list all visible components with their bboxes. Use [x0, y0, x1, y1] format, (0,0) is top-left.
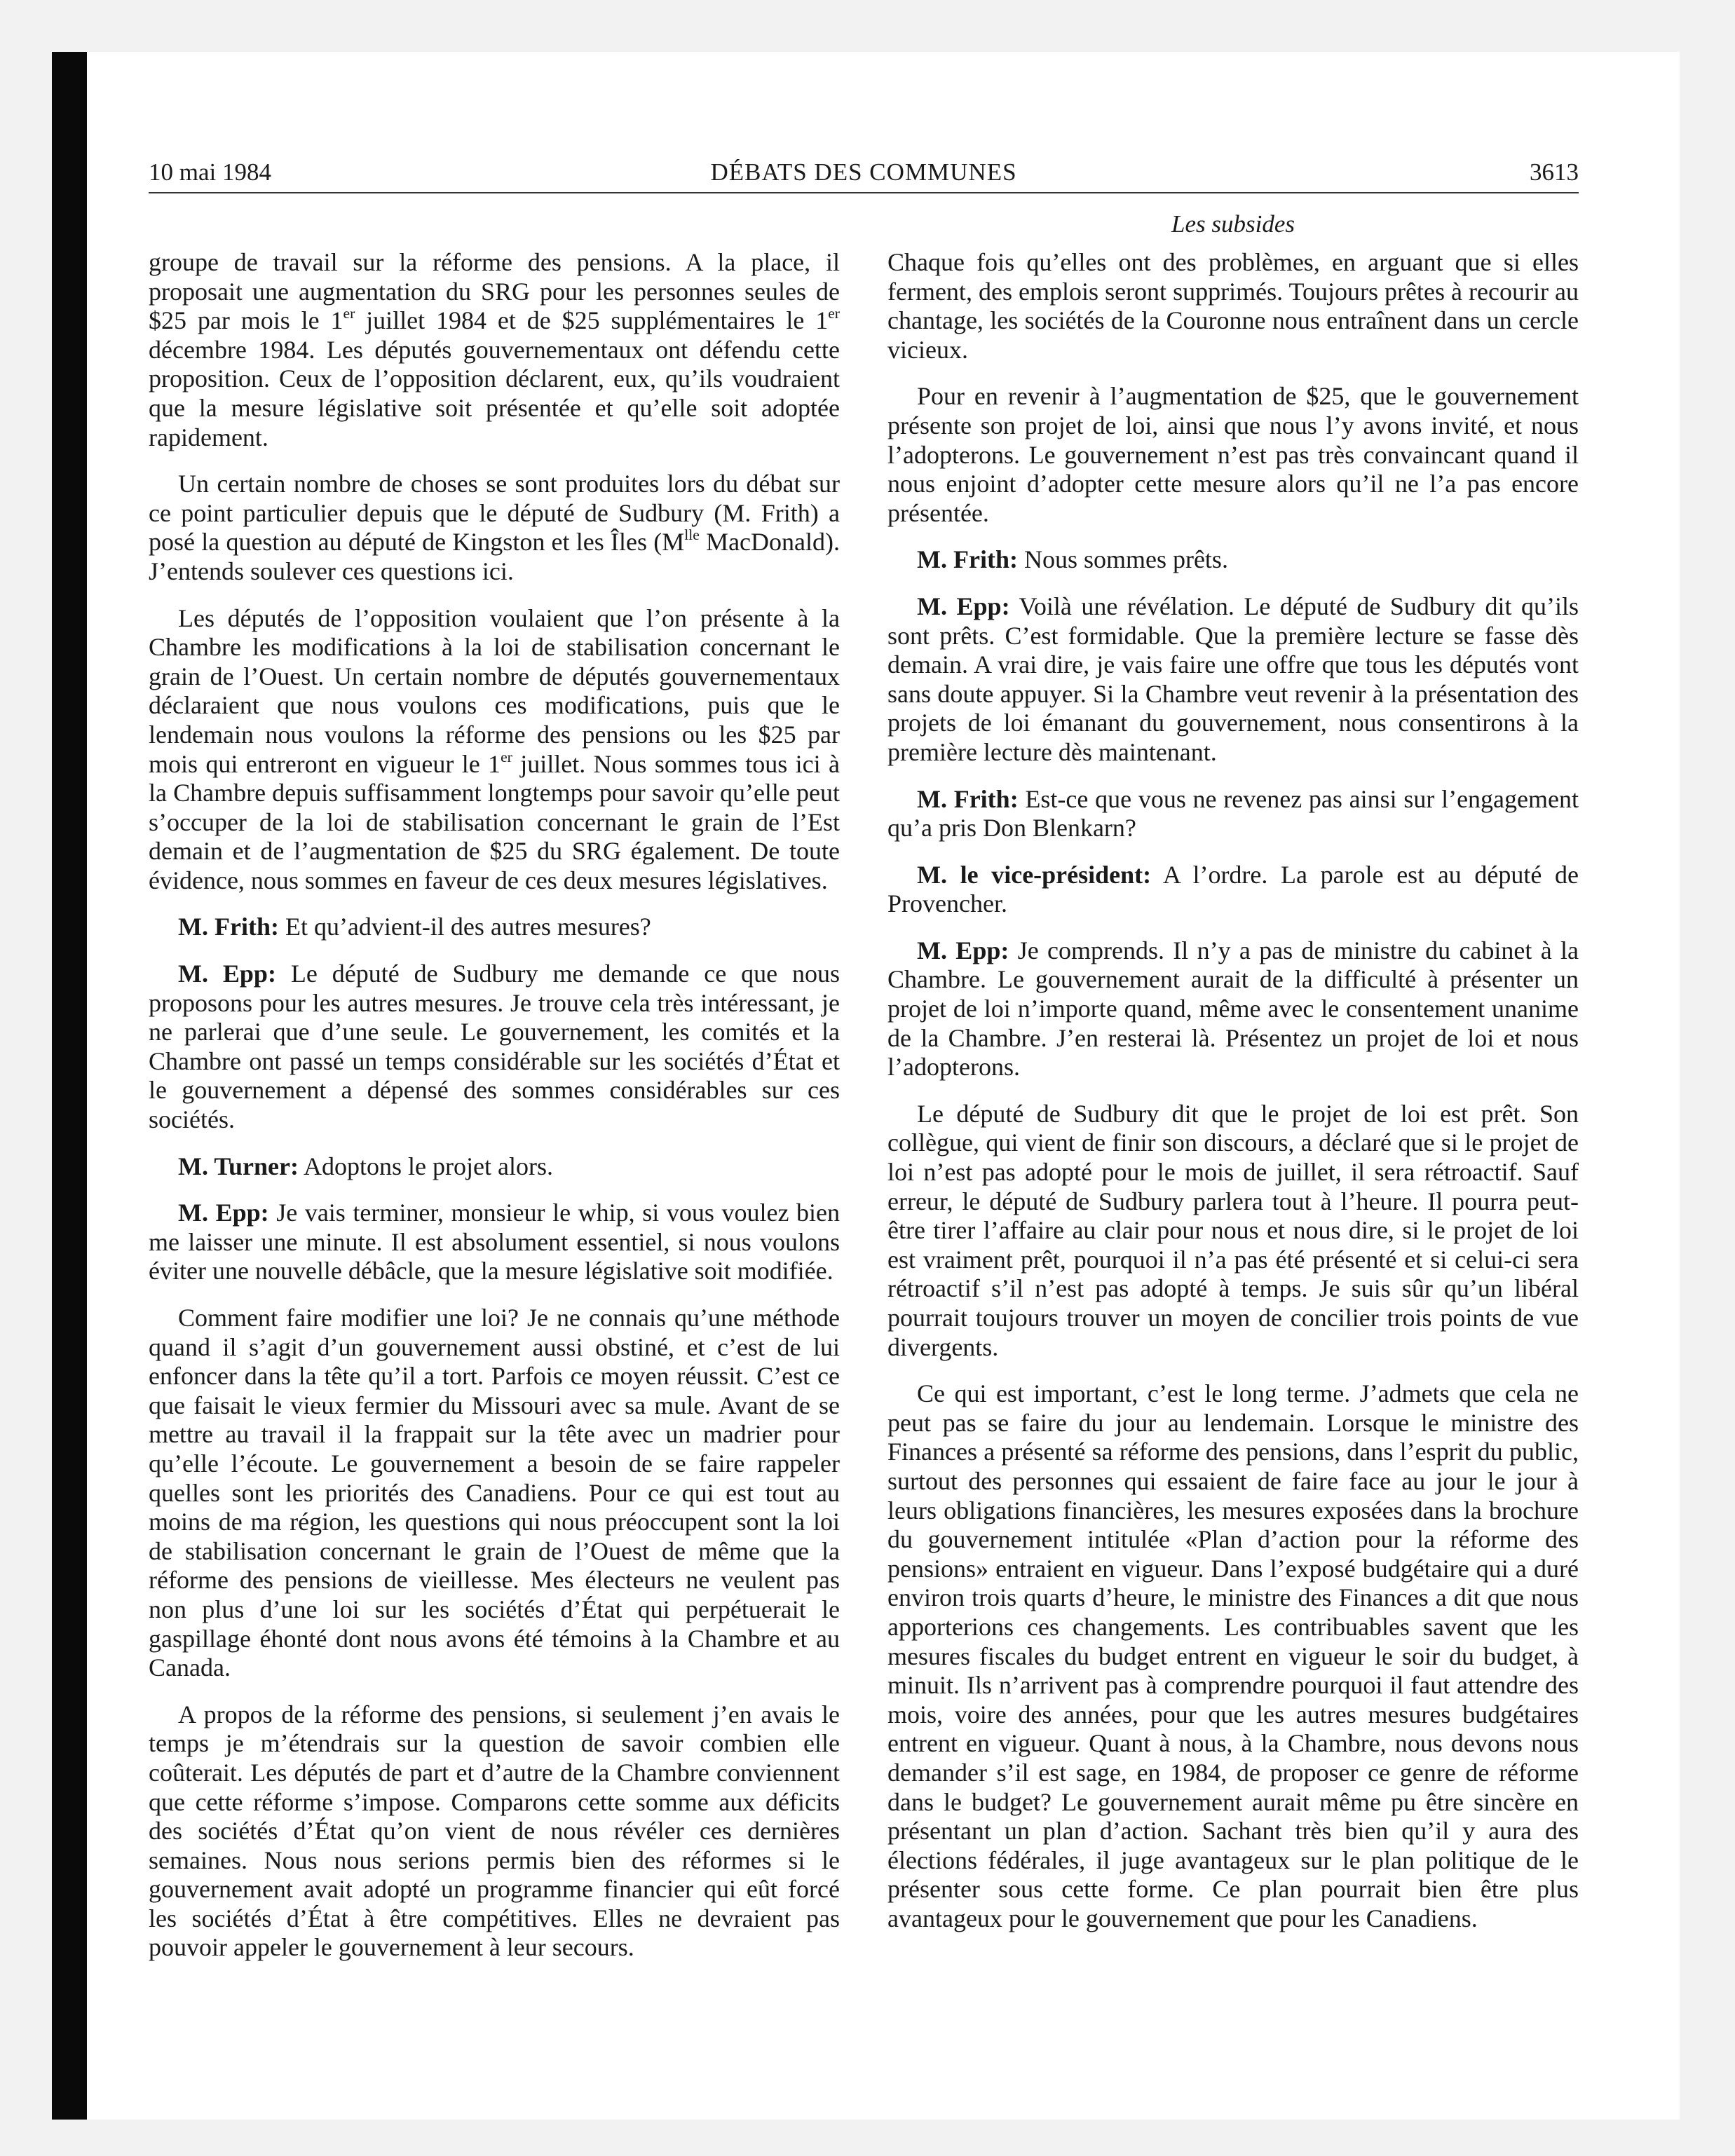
speech-paragraph: [887, 785, 1579, 843]
header-date: 10 mai 1984: [149, 158, 271, 186]
body-paragraph: [887, 1100, 1579, 1362]
speaker-name: M. Epp:: [917, 936, 1009, 964]
speech-text: Voilà une révélation. Le député de Sudbury dit qu’ils sont prêts. C’est formidable. Que la première lecture se fasse dès demain. A vrai dire, je vais faire une offre que tous les députés vont sans doute appuyer. Si la Chambre veut revenir à la présentation des projets de loi émanant du gouvernement, nous consentirons à la première lecture dès maintenant.: [887, 592, 1579, 766]
paragraph-text: Les députés de l’opposition voulaient que l’on présente à la Chambre les modifications à la loi de stabilisation concernant le grain de l’Ouest. Un certain nombre de députés gouvernementaux déclaraient que nous voulons ces modifications, puis que le lendemain nous voulons la réforme des pensions ou les $25 par mois qui entreront en vigueur le 1: [149, 603, 840, 778]
body-paragraph: [149, 1304, 840, 1683]
speaker-name: M. Epp:: [178, 960, 276, 988]
speech-paragraph: [887, 861, 1579, 919]
speech-text: Nous sommes prêts.: [1023, 545, 1228, 574]
paragraph-text: juillet. Nous sommes tous ici à la Chambre depuis suffisamment longtemps pour savoir qu’elle peut s’occuper de la loi de stabilisation concernant le grain de l’Est demain et de l’augmentation de $25 du SRG également. De toute évidence, nous sommes en faveur de ces deux mesures législatives.: [149, 749, 840, 894]
paragraph-text: Le député de Sudbury dit que le projet de loi est prêt. Son collègue, qui vient de finir son discours, a déclaré que si le projet de loi n’est pas adopté pour le mois de juillet, il sera rétroactif. Sauf erreur, le député de Sudbury parlera tout à l’heure. Il pourra peut-être tirer l’affaire au clair pour nous et nous dire, si le projet de loi est vraiment prêt, pourquoi il n’a pas été présenté et si celui-ci sera rétroactif s’il n’est pas adopté à temps. Je suis sûr qu’un libéral pourrait toujours trouver un moyen de concilier trois points de vue divergents.: [887, 1099, 1579, 1361]
speaker-name: M. Turner:: [178, 1152, 299, 1180]
document-page: [87, 52, 1680, 2120]
speaker-name: M. Frith:: [917, 545, 1018, 574]
body-paragraph: [887, 382, 1579, 528]
header-rule: [149, 192, 1579, 193]
speech-paragraph: [149, 1152, 840, 1182]
speech-text: A l’ordre. La parole est au député de Provencher.: [887, 860, 1579, 918]
speaker-name: M. le vice-président:: [917, 860, 1152, 889]
speech-paragraph: [149, 960, 840, 1135]
paragraph-text: Chaque fois qu’elles ont des problèmes, en arguant que si elles ferment, des emplois seront supprimés. Toujours prêtes à recourir au chantage, les sociétés de la Couronne nous entraînent dans un cercle vicieux.: [887, 248, 1579, 364]
body-paragraph: [887, 1379, 1579, 1933]
speaker-name: M. Frith:: [917, 784, 1019, 813]
paragraph-text: A propos de la réforme des pensions, si seulement j’en avais le temps je m’étendrais sur la question de savoir combien elle coûterait. Les députés de part et d’autre de la Chambre conviennent que cette réforme s’impose. Comparons cette somme aux déficits des sociétés d’État qu’on vient de nous révéler ces dernières semaines. Nous nous serions permis bien des réformes si le gouvernement avait adopté un programme financier qui eût forcé les sociétés d’État à être compétitives. Elles ne devraient pas pouvoir appeler le gouvernement à leur secours.: [149, 1700, 840, 1962]
speech-paragraph: [887, 592, 1579, 767]
superscript-text: lle: [684, 526, 700, 544]
paragraph-text: Pour en revenir à l’augmentation de $25, que le gouvernement présente son projet de loi, ainsi que nous l’y avons invité, et nous l’adopterons. Le gouvernement n’est pas très convaincant quand il nous enjoint d’adopter cette mesure alors qu’il ne l’a pas encore présentée.: [887, 382, 1579, 527]
speech-paragraph: [149, 1199, 840, 1286]
body-paragraph: [149, 248, 840, 452]
body-paragraph: [887, 248, 1579, 364]
speaker-name: M. Epp:: [178, 1199, 269, 1227]
header-title: DÉBATS DES COMMUNES: [710, 158, 1017, 186]
speech-text: Je vais terminer, monsieur le whip, si vous voulez bien me laisser une minute. Il est absolument essentiel, si nous voulons éviter une nouvelle débâcle, que la mesure législative soit modifiée.: [149, 1199, 841, 1285]
page-header: [149, 158, 1579, 200]
body-paragraph: [149, 470, 840, 586]
speaker-name: M. Frith:: [178, 913, 279, 941]
speech-paragraph: [887, 545, 1579, 575]
speech-paragraph: [149, 913, 840, 942]
speech-text: Et qu’advient-il des autres mesures?: [285, 913, 651, 941]
speech-paragraph: [887, 936, 1579, 1082]
speaker-name: M. Epp:: [917, 592, 1010, 620]
superscript-text: er: [501, 748, 512, 765]
body-paragraph: [149, 604, 840, 896]
paragraph-text: juillet 1984 et de $25 supplémentaires le 1: [355, 306, 829, 335]
speech-text: Adoptons le projet alors.: [304, 1152, 553, 1180]
paragraph-text: Comment faire modifier une loi? Je ne connais qu’une méthode quand il s’agit d’un gouvernement aussi obstiné, et c’est de lui enfoncer dans la tête qu’il a tort. Parfois ce moyen réussit. C’est ce que faisait le vieux fermier du Missouri avec sa mule. Avant de se mettre au travail il la frappait sur la tête avec un madrier pour qu’elle l’écoute. Le gouvernement a besoin de se faire rappeler quelles sont les priorités des Canadiens. Pour ce qui est tout au moins de ma région, les questions qui nous préoccupent sont la loi de stabilisation concernant le grain de l’Ouest de même que la réforme des pensions de vieillesse. Mes électeurs ne veulent pas non plus d’une loi sur les sociétés d’État qui perpétuerait le gaspillage éhonté dont nous avons été témoins à la Chambre et au Canada.: [149, 1304, 840, 1682]
paragraph-text: groupe de travail sur la réforme des pensions. A la place, il proposait une augmentation du SRG pour les personnes seules de $25 par mois le 1: [149, 248, 840, 335]
left-column: [149, 248, 840, 1980]
paragraph-text: MacDonald). J’entends soulever ces questions ici.: [149, 528, 841, 585]
paragraph-text: décembre 1984. Les députés gouvernementaux ont défendu cette proposition. Ceux de l’opposition déclarent, eux, qu’ils voudraient que la mesure législative soit présentée et qu’elle soit adoptée rapidement.: [149, 335, 840, 451]
superscript-text: er: [343, 305, 355, 322]
superscript-text: er: [828, 305, 840, 322]
paragraph-text: Un certain nombre de choses se sont produites lors du débat sur ce point particulier depuis que le député de Sudbury (M. Frith) a posé la question au député de Kingston et les Îles (M: [149, 470, 840, 557]
running-head: Les subsides: [1171, 210, 1295, 238]
speech-text: Je comprends. Il n’y a pas de ministre du cabinet à la Chambre. Le gouvernement aurait de la difficulté à présenter un projet de loi n’importe quand, même avec le consentement unanime de la Chambre. J’en resterai là. Présentez un projet de loi et nous l’adopterons.: [887, 936, 1579, 1082]
speech-text: Est-ce que vous ne revenez pas ainsi sur l’engagement qu’a pris Don Blenkarn?: [887, 784, 1579, 842]
scan-edge: [52, 52, 87, 2120]
speech-text: Le député de Sudbury me demande ce que nous proposons pour les autres mesures. Je trouve cela très intéressant, je ne parlerai que d’une seule. Le gouvernement, les comités et la Chambre ont passé un temps considérable sur les sociétés d’État et le gouvernement a dépensé des sommes considérables sur ces sociétés.: [149, 960, 841, 1134]
paragraph-text: Ce qui est important, c’est le long terme. J’admets que cela ne peut pas se faire du jour au lendemain. Lorsque le ministre des Finances a présenté sa réforme des pensions, dans l’esprit du public, surtout des personnes qui essaient de faire face au jour le jour à leurs obligations financières, les mesures exposées dans la brochure du gouvernement intitulée «Plan d’action pour la réforme des pensions» entraient en vigueur. Dans l’exposé budgétaire qui a duré environ trois quarts d’heure, le ministre des Finances a dit que nous apporterions ces changements. Les contribuables savent que les mesures fiscales du budget entrent en vigueur le soir du budget, à minuit. Ils n’arrivent pas à comprendre pourquoi il faut attendre des mois, voire des années, pour que les autres mesures budgétaires entrent en vigueur. Quant à nous, à la Chambre, nous devons nous demander s’il est sage, en 1984, de proposer ce genre de réforme dans le budget? Le gouvernement aurait même pu être sincère en présentant un plan d’action. Sachant très bien qu’il y aura des élections fédérales, il juge avantageux sur le plan politique de le présenter sous cette forme. Ce plan pourrait bien être plus avantageux pour le gouvernement que pour les Canadiens.: [887, 1379, 1579, 1932]
right-column: [887, 248, 1579, 1951]
body-paragraph: [149, 1700, 840, 1963]
page-number: 3613: [1530, 158, 1579, 186]
